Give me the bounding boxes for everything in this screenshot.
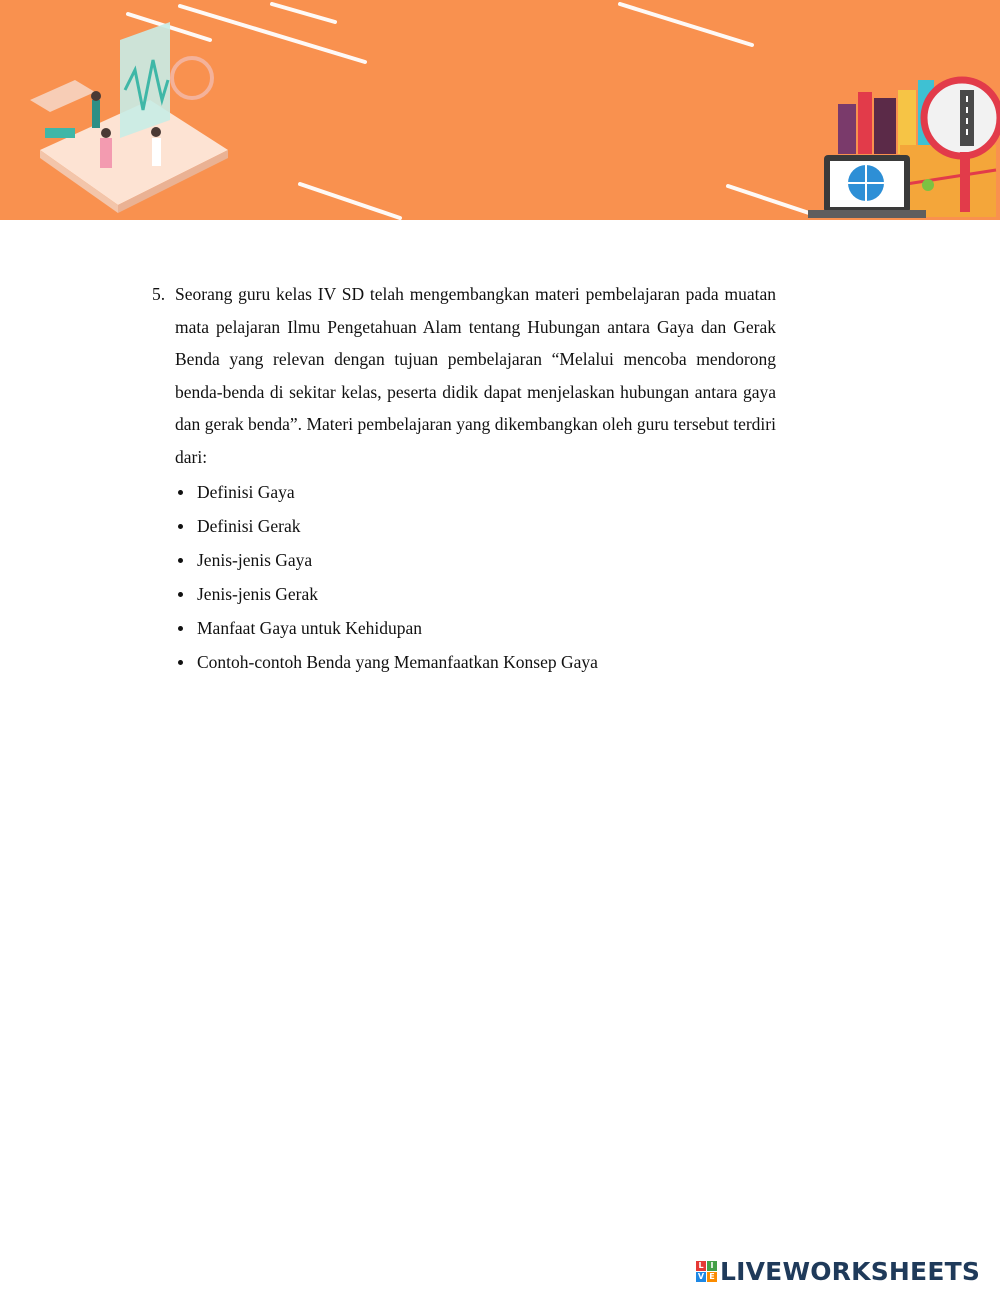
logo-tile: L xyxy=(696,1261,706,1271)
logo-tile: E xyxy=(707,1272,717,1282)
list-item-text: Contoh-contoh Benda yang Memanfaatkan Konsep Gaya xyxy=(197,652,598,672)
banner-streaks xyxy=(128,4,812,218)
material-list xyxy=(175,475,776,679)
question-block xyxy=(152,278,776,679)
list-item xyxy=(175,509,776,543)
bullet-icon xyxy=(178,558,183,563)
list-item-text: Jenis-jenis Gaya xyxy=(197,550,313,570)
logo-text: LIVEWORKSHEETS xyxy=(720,1256,981,1286)
logo-tiles-icon xyxy=(696,1261,717,1282)
list-item-text: Definisi Gerak xyxy=(197,516,301,536)
list-item xyxy=(175,475,776,509)
logo-tile: V xyxy=(697,1271,705,1281)
bullet-icon xyxy=(178,626,183,631)
list-item xyxy=(175,543,776,577)
logo-tile: I xyxy=(707,1261,717,1271)
liveworksheets-logo[interactable] xyxy=(696,1256,980,1286)
list-item-text: Manfaat Gaya untuk Kehidupan xyxy=(197,618,422,638)
list-item xyxy=(175,645,776,679)
books-laptop-illustration xyxy=(808,80,1000,218)
list-item-text: Jenis-jenis Gerak xyxy=(197,584,319,604)
list-item-text: Definisi Gaya xyxy=(197,482,295,502)
header-banner xyxy=(0,0,1000,220)
bullet-icon xyxy=(178,660,183,665)
question-item xyxy=(152,278,776,473)
bullet-icon xyxy=(178,524,183,529)
banner-illustration xyxy=(0,0,1000,220)
bullet-icon xyxy=(178,592,183,597)
analytics-illustration xyxy=(30,22,228,213)
list-item xyxy=(175,611,776,645)
bullet-icon xyxy=(178,490,183,495)
list-item xyxy=(175,577,776,611)
question-number: 5. xyxy=(152,284,166,304)
question-text: Seorang guru kelas IV SD telah mengembangkan materi pembelajaran pada muatan mata pelajaran Ilmu Pengetahuan Alam tentang Hubungan antara Gaya dan Gerak Benda yang relevan dengan tujuan pembelajaran “Melalui mencoba mendorong benda-benda di sekitar kelas, peserta didik dapat menjelaskan hubungan antara gaya dan gerak benda”. Materi pembelajaran yang dikembangkan oleh guru tersebut terdiri dari: xyxy=(175,284,776,467)
